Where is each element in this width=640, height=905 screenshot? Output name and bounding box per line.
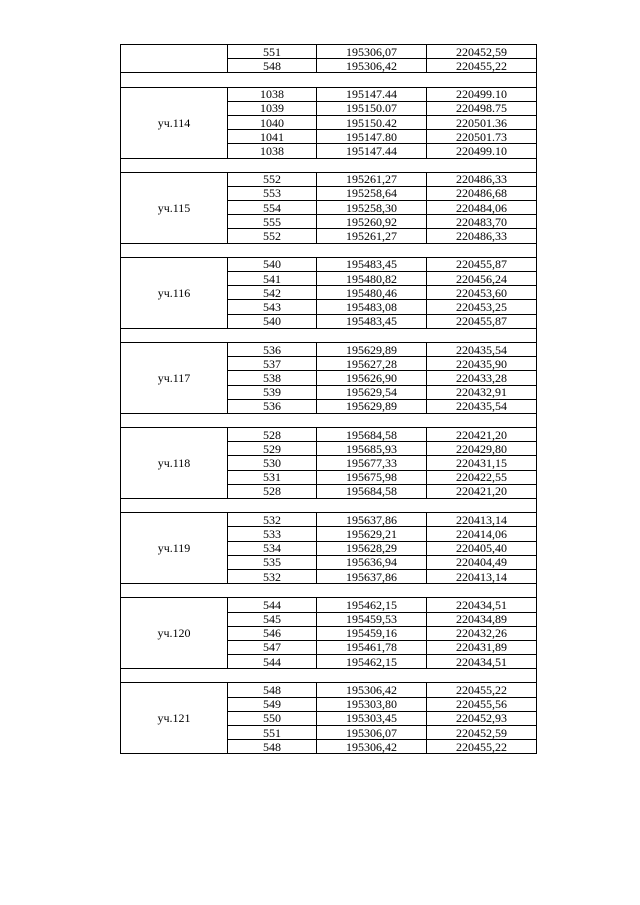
- x-coordinate-cell: 195261,27: [317, 229, 427, 243]
- plot-label: уч.121: [121, 683, 228, 754]
- y-coordinate-cell: 220455,87: [427, 314, 537, 328]
- y-coordinate-cell: 220455,87: [427, 257, 537, 271]
- x-coordinate-cell: 195629,89: [317, 399, 427, 413]
- x-coordinate-cell: 195483,45: [317, 257, 427, 271]
- section-separator-row: [121, 243, 537, 257]
- y-coordinate-cell: 220455,56: [427, 697, 537, 711]
- section-separator-row: [121, 584, 537, 598]
- x-coordinate-cell: 195306,42: [317, 59, 427, 73]
- x-coordinate-cell: 195303,80: [317, 697, 427, 711]
- y-coordinate-cell: 220456,24: [427, 272, 537, 286]
- point-number-cell: 539: [228, 385, 317, 399]
- point-number-cell: 540: [228, 257, 317, 271]
- x-coordinate-cell: 195480,46: [317, 286, 427, 300]
- x-coordinate-cell: 195306,42: [317, 740, 427, 754]
- coordinates-table-body: [121, 45, 537, 754]
- x-coordinate-cell: 195628,29: [317, 541, 427, 555]
- y-coordinate-cell: 220414,06: [427, 527, 537, 541]
- point-number-cell: 531: [228, 470, 317, 484]
- plot-label: уч.114: [121, 87, 228, 158]
- point-number-cell: 548: [228, 740, 317, 754]
- section-separator-row: [121, 328, 537, 342]
- y-coordinate-cell: 220434,51: [427, 655, 537, 669]
- point-number-cell: 544: [228, 598, 317, 612]
- x-coordinate-cell: 195480,82: [317, 272, 427, 286]
- y-coordinate-cell: 220435,90: [427, 357, 537, 371]
- point-number-cell: 548: [228, 683, 317, 697]
- x-coordinate-cell: 195637,86: [317, 569, 427, 583]
- y-coordinate-cell: 220452,59: [427, 45, 537, 59]
- x-coordinate-cell: 195306,07: [317, 726, 427, 740]
- x-coordinate-cell: 195461,78: [317, 640, 427, 654]
- y-coordinate-cell: 220455,22: [427, 59, 537, 73]
- point-number-cell: 538: [228, 371, 317, 385]
- table-row: [121, 172, 537, 186]
- x-coordinate-cell: 195627,28: [317, 357, 427, 371]
- y-coordinate-cell: 220433,28: [427, 371, 537, 385]
- y-coordinate-cell: 220435,54: [427, 342, 537, 356]
- section-separator: [121, 158, 537, 172]
- y-coordinate-cell: 220486,68: [427, 186, 537, 200]
- x-coordinate-cell: 195258,64: [317, 186, 427, 200]
- point-number-cell: 540: [228, 314, 317, 328]
- x-coordinate-cell: 195462,15: [317, 598, 427, 612]
- point-number-cell: 1038: [228, 87, 317, 101]
- x-coordinate-cell: 195636,94: [317, 555, 427, 569]
- plot-label: уч.119: [121, 513, 228, 584]
- y-coordinate-cell: 220455,22: [427, 683, 537, 697]
- point-number-cell: 536: [228, 342, 317, 356]
- x-coordinate-cell: 195629,54: [317, 385, 427, 399]
- x-coordinate-cell: 195483,45: [317, 314, 427, 328]
- table-row: [121, 257, 537, 271]
- plot-label: уч.118: [121, 428, 228, 499]
- point-number-cell: 528: [228, 428, 317, 442]
- point-number-cell: 537: [228, 357, 317, 371]
- x-coordinate-cell: 195260,92: [317, 215, 427, 229]
- y-coordinate-cell: 220452,93: [427, 711, 537, 725]
- section-separator: [121, 413, 537, 427]
- section-separator: [121, 73, 537, 87]
- y-coordinate-cell: 220413,14: [427, 569, 537, 583]
- x-coordinate-cell: 195459,53: [317, 612, 427, 626]
- y-coordinate-cell: 220432,91: [427, 385, 537, 399]
- y-coordinate-cell: 220432,26: [427, 626, 537, 640]
- y-coordinate-cell: 220434,89: [427, 612, 537, 626]
- x-coordinate-cell: 195147.80: [317, 130, 427, 144]
- section-separator-row: [121, 669, 537, 683]
- x-coordinate-cell: 195629,89: [317, 342, 427, 356]
- x-coordinate-cell: 195677,33: [317, 456, 427, 470]
- point-number-cell: 543: [228, 300, 317, 314]
- x-coordinate-cell: 195258,30: [317, 201, 427, 215]
- plot-label: уч.120: [121, 598, 228, 669]
- y-coordinate-cell: 220431,89: [427, 640, 537, 654]
- point-number-cell: 546: [228, 626, 317, 640]
- point-number-cell: 529: [228, 442, 317, 456]
- x-coordinate-cell: 195685,93: [317, 442, 427, 456]
- table-row: [121, 598, 537, 612]
- section-separator: [121, 243, 537, 257]
- y-coordinate-cell: 220501.73: [427, 130, 537, 144]
- y-coordinate-cell: 220431,15: [427, 456, 537, 470]
- point-number-cell: 530: [228, 456, 317, 470]
- y-coordinate-cell: 220434,51: [427, 598, 537, 612]
- point-number-cell: 1039: [228, 101, 317, 115]
- x-coordinate-cell: 195303,45: [317, 711, 427, 725]
- table-row: [121, 342, 537, 356]
- x-coordinate-cell: 195150.07: [317, 101, 427, 115]
- plot-label-empty: [121, 45, 228, 73]
- section-separator: [121, 669, 537, 683]
- plot-label: уч.115: [121, 172, 228, 243]
- x-coordinate-cell: 195629,21: [317, 527, 427, 541]
- point-number-cell: 548: [228, 59, 317, 73]
- point-number-cell: 1041: [228, 130, 317, 144]
- x-coordinate-cell: 195684,58: [317, 484, 427, 498]
- point-number-cell: 550: [228, 711, 317, 725]
- point-number-cell: 553: [228, 186, 317, 200]
- plot-label: уч.117: [121, 342, 228, 413]
- x-coordinate-cell: 195306,42: [317, 683, 427, 697]
- section-separator-row: [121, 413, 537, 427]
- section-separator: [121, 328, 537, 342]
- y-coordinate-cell: 220421,20: [427, 484, 537, 498]
- point-number-cell: 545: [228, 612, 317, 626]
- y-coordinate-cell: 220413,14: [427, 513, 537, 527]
- plot-label: уч.116: [121, 257, 228, 328]
- table-row: [121, 683, 537, 697]
- x-coordinate-cell: 195626,90: [317, 371, 427, 385]
- point-number-cell: 554: [228, 201, 317, 215]
- x-coordinate-cell: 195637,86: [317, 513, 427, 527]
- y-coordinate-cell: 220453,25: [427, 300, 537, 314]
- y-coordinate-cell: 220483,70: [427, 215, 537, 229]
- section-separator-row: [121, 158, 537, 172]
- y-coordinate-cell: 220429,80: [427, 442, 537, 456]
- point-number-cell: 555: [228, 215, 317, 229]
- x-coordinate-cell: 195147.44: [317, 87, 427, 101]
- section-separator: [121, 584, 537, 598]
- section-separator-row: [121, 499, 537, 513]
- y-coordinate-cell: 220421,20: [427, 428, 537, 442]
- point-number-cell: 534: [228, 541, 317, 555]
- point-number-cell: 551: [228, 726, 317, 740]
- y-coordinate-cell: 220435,54: [427, 399, 537, 413]
- point-number-cell: 542: [228, 286, 317, 300]
- x-coordinate-cell: 195150.42: [317, 115, 427, 129]
- y-coordinate-cell: 220486,33: [427, 172, 537, 186]
- point-number-cell: 552: [228, 172, 317, 186]
- section-separator-row: [121, 73, 537, 87]
- point-number-cell: 528: [228, 484, 317, 498]
- point-number-cell: 532: [228, 513, 317, 527]
- y-coordinate-cell: 220484,06: [427, 201, 537, 215]
- y-coordinate-cell: 220499.10: [427, 87, 537, 101]
- y-coordinate-cell: 220422,55: [427, 470, 537, 484]
- x-coordinate-cell: 195147.44: [317, 144, 427, 158]
- point-number-cell: 551: [228, 45, 317, 59]
- point-number-cell: 535: [228, 555, 317, 569]
- table-row: [121, 87, 537, 101]
- point-number-cell: 552: [228, 229, 317, 243]
- point-number-cell: 1038: [228, 144, 317, 158]
- y-coordinate-cell: 220404,49: [427, 555, 537, 569]
- x-coordinate-cell: 195684,58: [317, 428, 427, 442]
- y-coordinate-cell: 220452,59: [427, 726, 537, 740]
- y-coordinate-cell: 220405,40: [427, 541, 537, 555]
- table-row: [121, 513, 537, 527]
- x-coordinate-cell: 195459,16: [317, 626, 427, 640]
- section-separator: [121, 499, 537, 513]
- point-number-cell: 541: [228, 272, 317, 286]
- x-coordinate-cell: 195261,27: [317, 172, 427, 186]
- table-row: [121, 45, 537, 59]
- point-number-cell: 549: [228, 697, 317, 711]
- x-coordinate-cell: 195483,08: [317, 300, 427, 314]
- y-coordinate-cell: 220453,60: [427, 286, 537, 300]
- point-number-cell: 533: [228, 527, 317, 541]
- point-number-cell: 544: [228, 655, 317, 669]
- point-number-cell: 532: [228, 569, 317, 583]
- point-number-cell: 536: [228, 399, 317, 413]
- x-coordinate-cell: 195675,98: [317, 470, 427, 484]
- x-coordinate-cell: 195462,15: [317, 655, 427, 669]
- table-row: [121, 428, 537, 442]
- coordinates-table: [120, 44, 537, 754]
- x-coordinate-cell: 195306,07: [317, 45, 427, 59]
- y-coordinate-cell: 220455,22: [427, 740, 537, 754]
- point-number-cell: 1040: [228, 115, 317, 129]
- point-number-cell: 547: [228, 640, 317, 654]
- y-coordinate-cell: 220486,33: [427, 229, 537, 243]
- y-coordinate-cell: 220498.75: [427, 101, 537, 115]
- y-coordinate-cell: 220499.10: [427, 144, 537, 158]
- y-coordinate-cell: 220501.36: [427, 115, 537, 129]
